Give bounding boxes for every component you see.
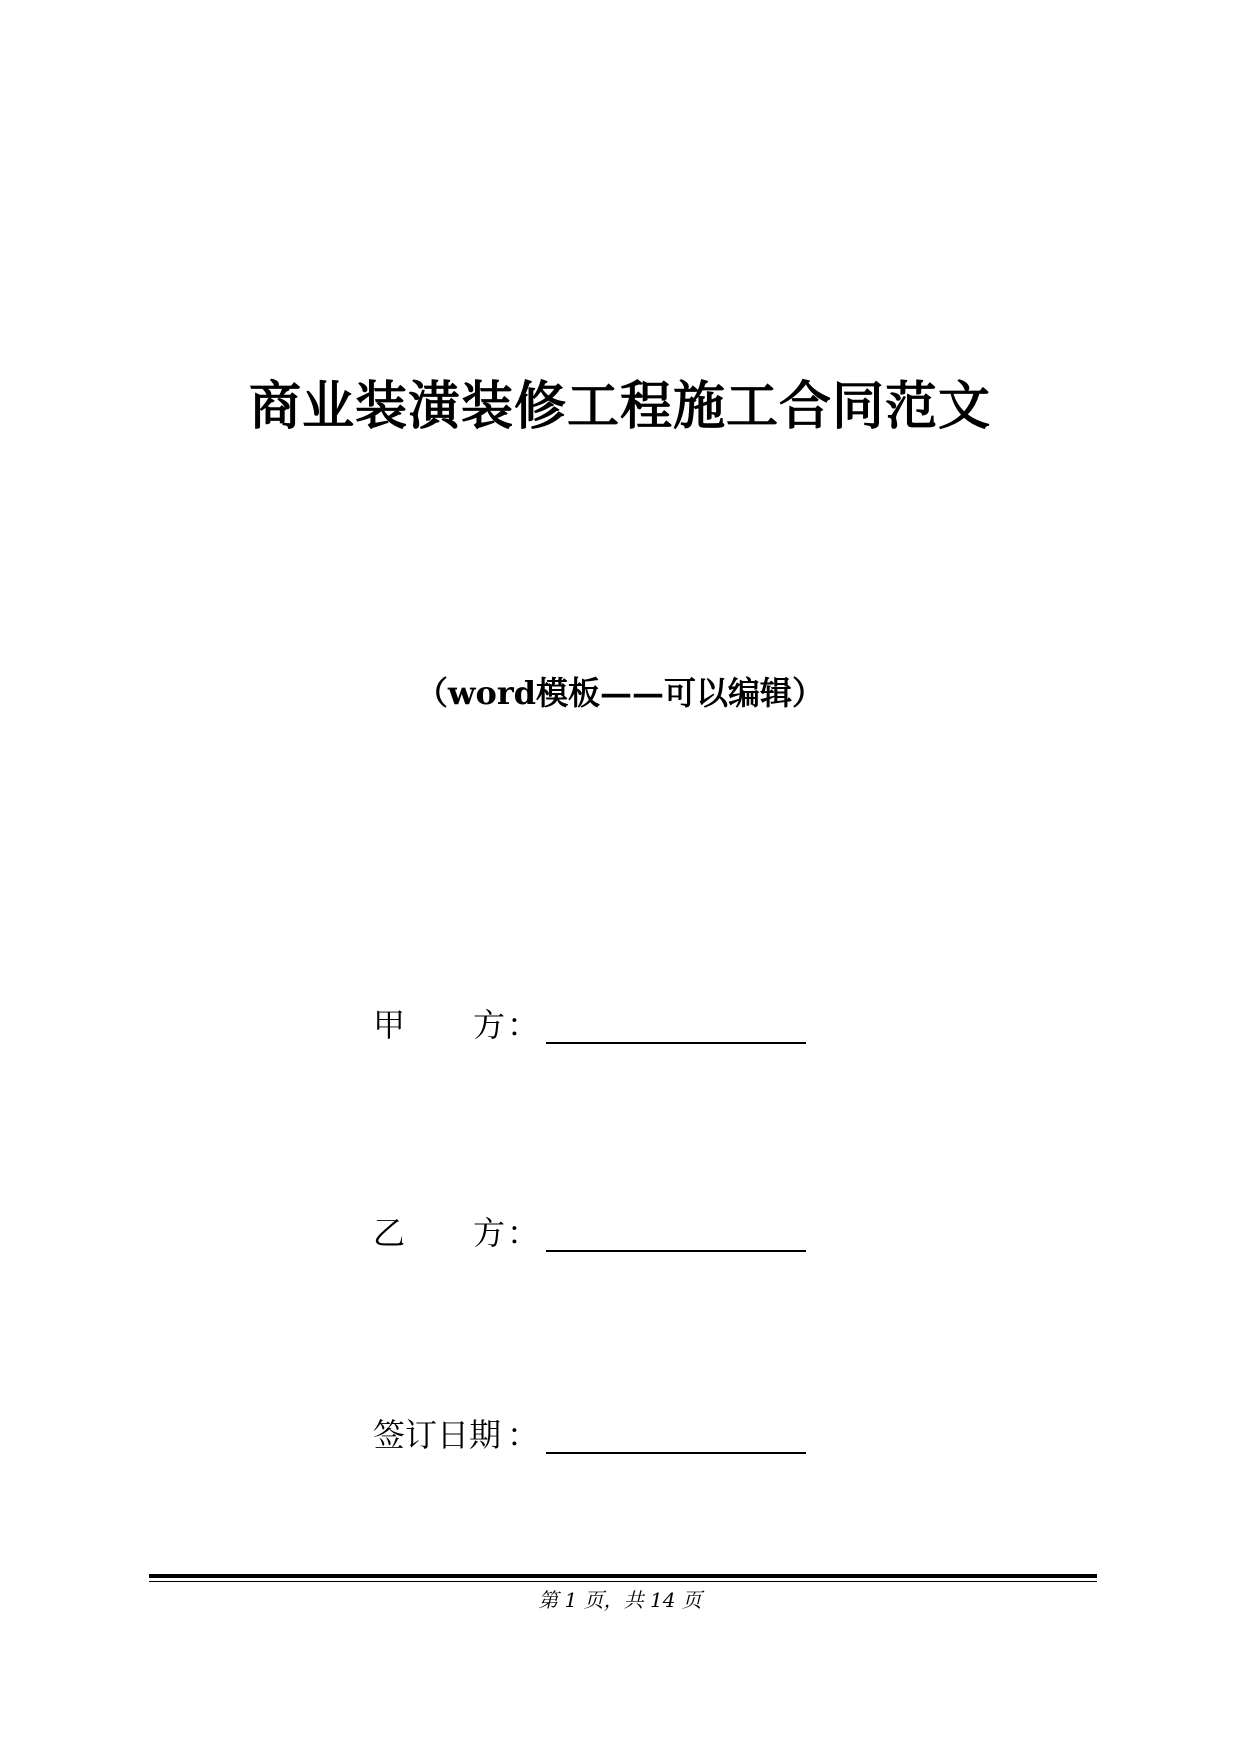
- footer-rule-thin: [149, 1581, 1097, 1582]
- party-a-blank-line[interactable]: [546, 1042, 806, 1044]
- party-b-blank-line[interactable]: [546, 1250, 806, 1252]
- party-a-label-second: 方: [473, 1006, 506, 1044]
- party-a-colon: ：: [507, 1006, 540, 1044]
- sign-date-blank-line[interactable]: [546, 1452, 806, 1454]
- party-b-label-first: 乙: [373, 1214, 406, 1252]
- document-subtitle: （word模板——可以编辑）: [415, 674, 825, 712]
- party-b-colon: ：: [507, 1214, 540, 1252]
- page-number: 第 1 页，共 14 页: [538, 1588, 702, 1612]
- document-title: 商业装潢装修工程施工合同范文: [248, 376, 991, 437]
- sign-date-colon: ：: [507, 1416, 540, 1454]
- sign-date-label: 签订日期: [373, 1416, 502, 1454]
- party-b-label-second: 方: [473, 1214, 506, 1252]
- footer-rule-thick: [149, 1574, 1097, 1578]
- party-a-label-first: 甲: [373, 1006, 406, 1044]
